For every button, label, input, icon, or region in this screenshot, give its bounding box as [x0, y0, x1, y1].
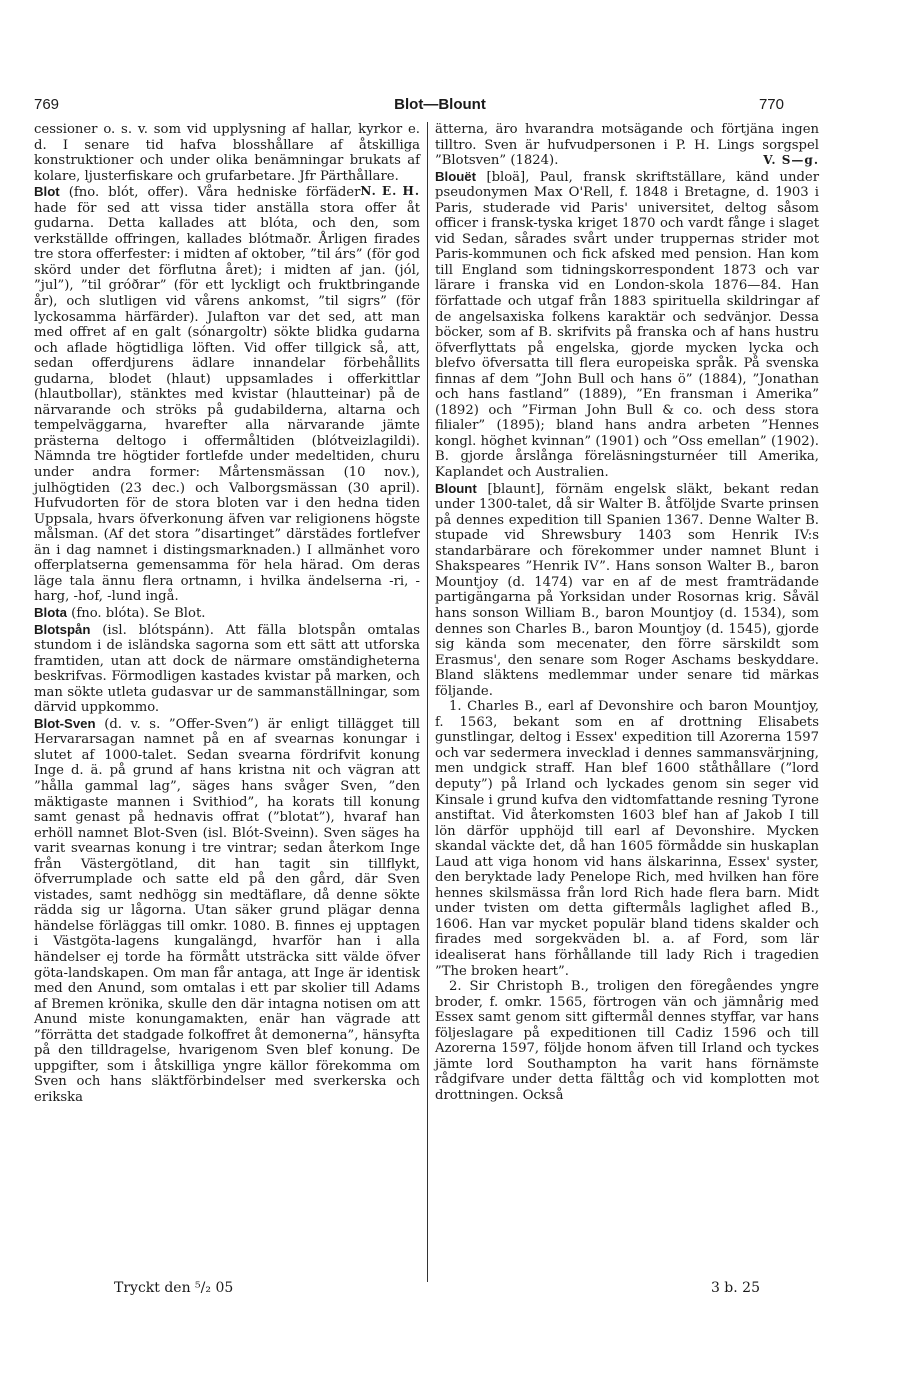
left-column [34, 122, 420, 1105]
headword: Blot [34, 184, 60, 200]
column-divider [427, 122, 428, 1282]
article-blota: Blota (fno. blóta). Se Blot. [34, 604, 206, 621]
article-blount-1: 1. Charles B., earl af Devonshire och baron Mountjoy, f. 1563, bekant som en af drottning Elisabets gunstlingar, deltog i Essex' expedition till Azorerna 1597 och var sedermera invecklad i dennes sammansvärjning, men undgick straff. Han blef 1600 ståthållare (”lord deputy”) på Irland och lyckades genom sin seger vid Kinsale i grund kufva den vidtomfattande resning Tyrone anstiftat. Vid återkomsten 1603 blef han af Jakob I till lön därför upphöjd till earl af Devonshire. Mycken skandal väckte det, då han 1605 förmådde sin huskaplan Laud att viga honom vid hans älskarinna, Essex' syster, den beryktade lady Penelope Rich, med hvilken han före hennes skilsmässa från lord Rich hade flera barn. Midt under tvisten om detta giftermåls laglighet afled B., 1606. Han var mycket populär bland tidens skalder och firades med sorgekväden bl. a. af Ford, som lär idealiserat hans förhållande till lady Rich i tragedien ”The broken heart”. [435, 699, 819, 979]
headword: Blount [435, 480, 477, 496]
headword: Blouët [435, 168, 477, 184]
article-blot: Blot (fno. blót, offer). Våra hedniske förfäder hade för sed att vissa tider anställa stora offer åt gudarna. Detta kallades att blóta, och den, som verkställde offringen, kallades blótmaðr. Årligen firades tre stora offerfester: i midten af oktober, ”til árs” (för god skörd under det förflutna året); i midten af jan. (jól, ”jul”), ”til gróðrar” (för ett lyckligt och fruktbringande år), och slutligen vid vårens ankomst, ”til sigrs” (för lyckosamma härfärder). Julafton var det sed, att man med offret af en galt (sónargoltr) sökte blidka gudarna och aflade högtidliga löften. Vid offer tillgick så, att, sedan offerdjurens ädlare innandelar förbehållits gudarna, blodet (hlaut) uppsamlades i offerkittlar (hlautbollar), stänktes med kvistar (hlautteinar) på de närvarande och ströks på gudabilderna, altarna och tempelväggarna, hvarefter alla närvarande jämte prästerna deltogo i offermåltiden (blótveizlagildi). Nämnda tre högtider fortlefde under medeltiden, churu under andra former: Mårtensmässan (10 nov.), julhögtiden (23 dec.) och Valborgsmässan (30 april). Hufvudorten för de stora bloten var i den hedna tiden Uppsala, hvars öfverkonung äfven var religionens högste målsman. (Af det stora ”disartinget” därstädes fortlefver än i dag namnet i distingsmarknaden.) I allmänhet voro offerplatserna gemensamma för hela härad. Om deras läge tala ännu flera ortnamn, i hvilka ändelserna -ri, -harg, -hof, -lund ingå. [34, 184, 420, 605]
author-signature: V. S—g. [763, 153, 819, 168]
running-head: Blot—Blount [394, 96, 486, 113]
print-note: Tryckt den ⁵/₂ 05 [114, 1280, 234, 1296]
headword: Blot-Sven [34, 715, 96, 731]
author-signature: N. E. H. [360, 184, 420, 199]
article-blount-2: 2. Sir Christoph B., troligen den föregåendes yngre broder, f. omkr. 1565, förtrogen vän och jämnårig med Essex samt genom sitt giftermål dennes styffar, var hans följeslagare på expeditionen till Cadiz 1596 och till Azorerna 1597, följde honom äfven till Irland och tyckes jämte lord Southampton ha varit hans förnämste rådgifvare under detta fälttåg och vid komplotten mot drottningen. Också [435, 979, 819, 1103]
article-blotspan: Blotspån (isl. blótspánn). Att fälla blotspån omtalas stundom i de isländska sagorna som ett sätt att utforska framtiden, utan att dock de närmare omständigheterna beskrifvas. Förmodligen kastades kvistar på marken, och man sökte utleta gudasvar ur de sammanställningar, som därvid uppkommo. [34, 621, 420, 716]
article-blount: Blount [blaunt], förnäm engelsk släkt, bekant redan under 1300-talet, då sir Walter B. åtföljde Svarte prinsen på dennes expedition till Spanien 1367. Denne Walter B. stupade vid Shrewsbury 1403 som Henrik IV:s standarbärare och förekommer under namnet Blunt i Shakspeares ”Henrik IV”. Hans sonson Walter B., baron Mountjoy (d. 1474) var en af de mest framträdande partigängarna på Yorksidan under Rosornas krig. Såväl hans sonson William B., baron Mountjoy (d. 1534), som dennes son Charles B., baron Mountjoy (d. 1545), gjorde sig kända som mecenater, den förre särskildt som Erasmus', den senare som Roger Aschams beskyddare. Bland släktens medlemmar under senare tid märkas följande. [435, 480, 819, 699]
signature-mark: 3 b. 25 [710, 1280, 760, 1296]
article-continuation: cessioner o. s. v. som vid upplysning af hallar, kyrkor e. d. I senare tid hafva blosshållare af åtskilliga konstruktioner och under olika benämningar brukats af kolare, ljusterfiskare och grufarbetare. Jfr Pärthållare. N. E. H. [34, 122, 420, 199]
article-continuation: ätterna, äro hvarandra motsägande och förtjäna ingen tilltro. Sven är hufvudpersonen i P. H. Lings sorgspel ”Blotsven” (1824). V. S—g. [435, 122, 819, 169]
page-number-right: 770 [758, 96, 784, 113]
headword: Blota [34, 604, 67, 620]
article-blot-sven: Blot-Sven (d. v. s. ”Offer-Sven”) är enligt tillägget till Hervararsagan namnet på en af svearnas konungar i slutet af 1000-talet. Sedan svearna fördrifvit konung Inge d. ä. på grund af hans kristna nit och vägran att ”hålla gammal lag”, säges hans svåger Sven, ”den mäktigaste mannen i Svithiod”, ha korats till konung samt genast på hednavis offrat (”blotat”), hvaraf han erhöll namnet Blot-Sven (isl. Blót-Sveinn). Sven säges ha varit svearnas konung i tre vintrar; sedan återkom Inge från Västergötland, dit han tagit sin tillflykt, öfverrumplade och satte eld på den gård, där Sven vistades, samt nedhögg sin medtäflare, då denne sökte rädda sig ur lågorna. Utan säker grund plägar denna händelse förläggas till omkr. 1080. B. finnes ej upptagen i Västgöta-lagens kungalängd, hvarför han i alla händelser ej torde ha förmått utsträcka sitt välde öfver göta-landskapen. Om man får antaga, att Inge är identisk med den Anund, som omtalas i ett par skolier till Adams af Bremen krönika, skulle den där intagna notisen om att Anund miste konungamakten, enär han vägrade att ”förrätta det stadgade folkoffret åt demonerna”, hänsyfta på den tilldragelse, hvarigenom Sven blef konung. De uppgifter, som i åtskilliga yngre källor förekomma om Sven och hans släktförbindelser med sverkerska och erikska [34, 715, 420, 1105]
page-header [0, 96, 920, 118]
article-blouet: Blouët [bloä], Paul, fransk skriftställare, känd under pseudonymen Max O'Rell, f. 1848 i Bretagne, d. 1903 i Paris, studerade vid Paris' universitet, deltog såsom officer i fransk-tyska kriget 1870 och vardt fånge i slaget vid Sedan, sårades svårt under truppernas strider mot Paris-kommunen och fick afsked med pension. Han kom till England som tidningskorrespondent 1873 och var lärare i franska vid en London-skola 1876—84. Han författade och utgaf från 1883 spirituella skildringar af de angelsaxiska folkens karaktär och sedvänjor. Dessa böcker, som af B. skrifvits på franska och af hans hustru öfverflyttats på engelska, gjorde mycken lycka och blefvo öfversatta till flera europeiska språk. På svenska finnas af dem ”John Bull och hans ö” (1884), ”Jonathan och hans fastland” (1889), ”En fransman i Amerika” (1892) och ”Firman John Bull & co. och dess stora filialer” (1895); bland hans andra arbeten ”Hennes kongl. höghet kvinnan” (1901) och ”Oss emellan” (1902). B. gjorde årslånga föreläsningsturnéer till Amerika, Kaplandet och Australien. [435, 168, 820, 481]
headword: Blotspån [34, 621, 91, 637]
page-number-left: 769 [34, 96, 60, 113]
right-column [435, 122, 819, 1103]
